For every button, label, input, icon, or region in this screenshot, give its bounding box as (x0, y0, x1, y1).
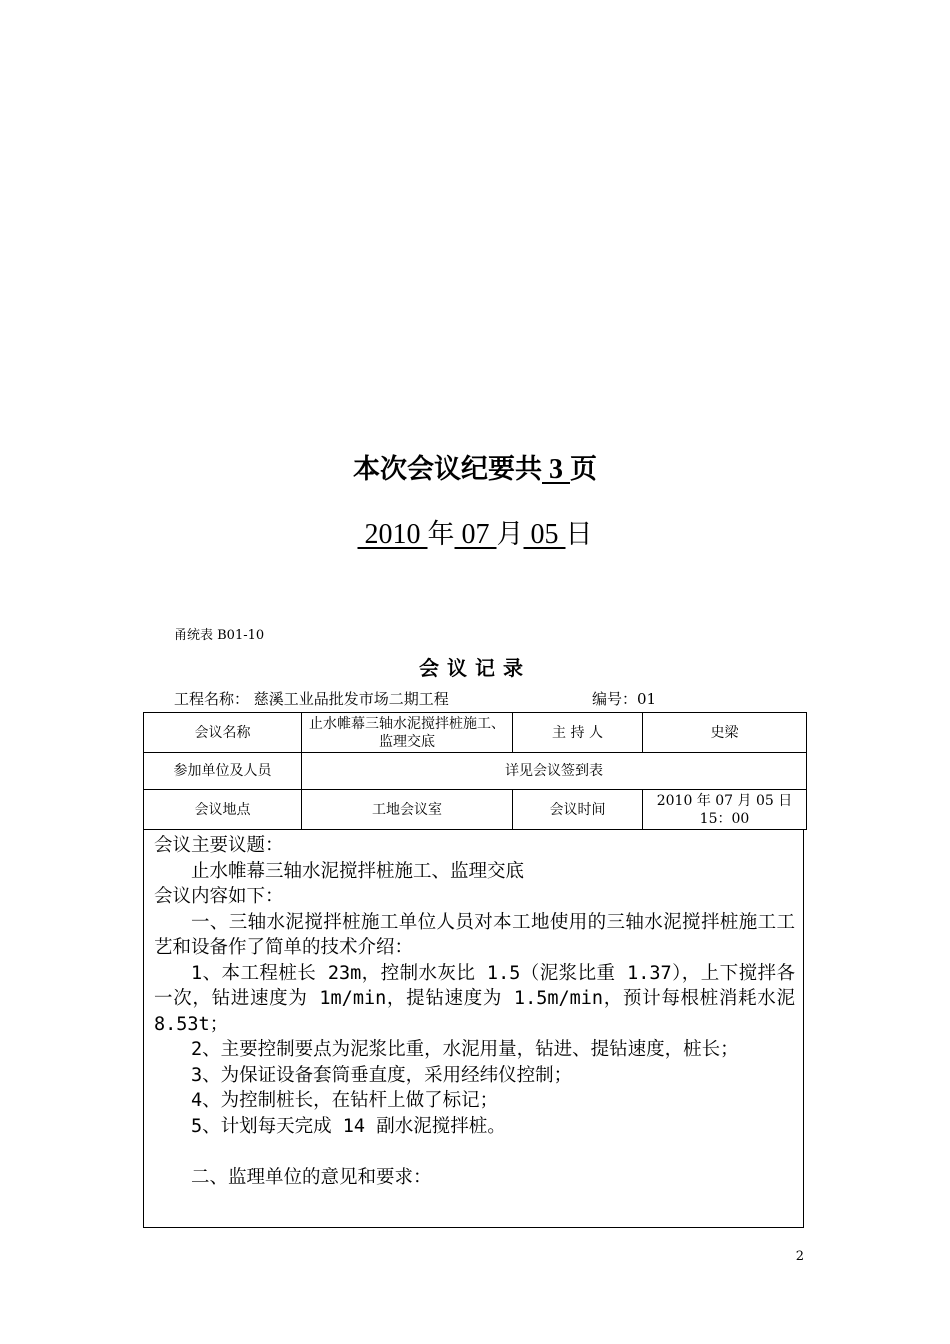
location-label: 会议地点 (144, 790, 302, 830)
date-year: 2010 (357, 519, 428, 550)
meeting-name-label: 会议名称 (144, 713, 302, 753)
meeting-info-table (143, 712, 807, 830)
participants-value: 详见会议签到表 (302, 753, 807, 790)
host-value: 史梁 (643, 713, 807, 753)
cover-date: 2010 年 07 月 05 日 (357, 519, 593, 550)
content-paragraph: 二、监理单位的意见和要求： (191, 1166, 432, 1188)
host-label: 主 持 人 (513, 713, 643, 753)
topic-label: 会议主要议题： (154, 835, 284, 856)
content-paragraph: 一、三轴水泥搅拌桩施工单位人员对本工地使用的三轴水泥搅拌桩施工工艺和设备作了简单的技术介绍： (154, 911, 795, 958)
meeting-content (143, 829, 804, 1228)
content-paragraph: 4、为控制桩长，在钻杆上做了标记； (191, 1090, 499, 1111)
date-month: 07 (454, 519, 497, 550)
content-paragraph: 1、本工程桩长 23m，控制水灰比 1.5（泥浆比重 1.37），上下搅拌各一次，钻进速度为 1m/min，提钻速度为 1.5m/min，预计每根桩消耗水泥 8.53t； (154, 962, 795, 1035)
time-value: 2010 年 07 月 05 日 15：00 (643, 790, 807, 830)
record-number: 编号：01 (592, 690, 657, 708)
content-paragraph: 3、为保证设备套筒垂直度，采用经纬仪控制； (191, 1064, 573, 1086)
date-day: 05 (523, 519, 566, 550)
page-number: 2 (795, 1249, 804, 1264)
content-paragraph: 2、主要控制要点为泥浆比重，水泥用量，钻进、提钻速度，桩长； (191, 1039, 739, 1060)
content-label: 会议内容如下： (154, 886, 284, 907)
meeting-name-value: 止水帷幕三轴水泥搅拌桩施工、监理交底 (302, 713, 513, 753)
project-name: 工程名称： 慈溪工业品批发市场二期工程 (174, 690, 449, 708)
form-code: 甬统表 B01-10 (174, 628, 265, 643)
record-title: 会议记录 (419, 656, 531, 680)
participants-label: 参加单位及人员 (144, 753, 302, 790)
page-count: 3 (542, 454, 570, 485)
content-paragraph: 5、计划每天完成 14 副水泥搅拌桩。 (191, 1115, 506, 1137)
cover-title: 本次会议纪要共 3 页 (353, 454, 597, 485)
time-label: 会议时间 (513, 790, 643, 830)
location-value: 工地会议室 (302, 790, 513, 830)
topic-text: 止水帷幕三轴水泥搅拌桩施工、监理交底 (191, 860, 525, 882)
